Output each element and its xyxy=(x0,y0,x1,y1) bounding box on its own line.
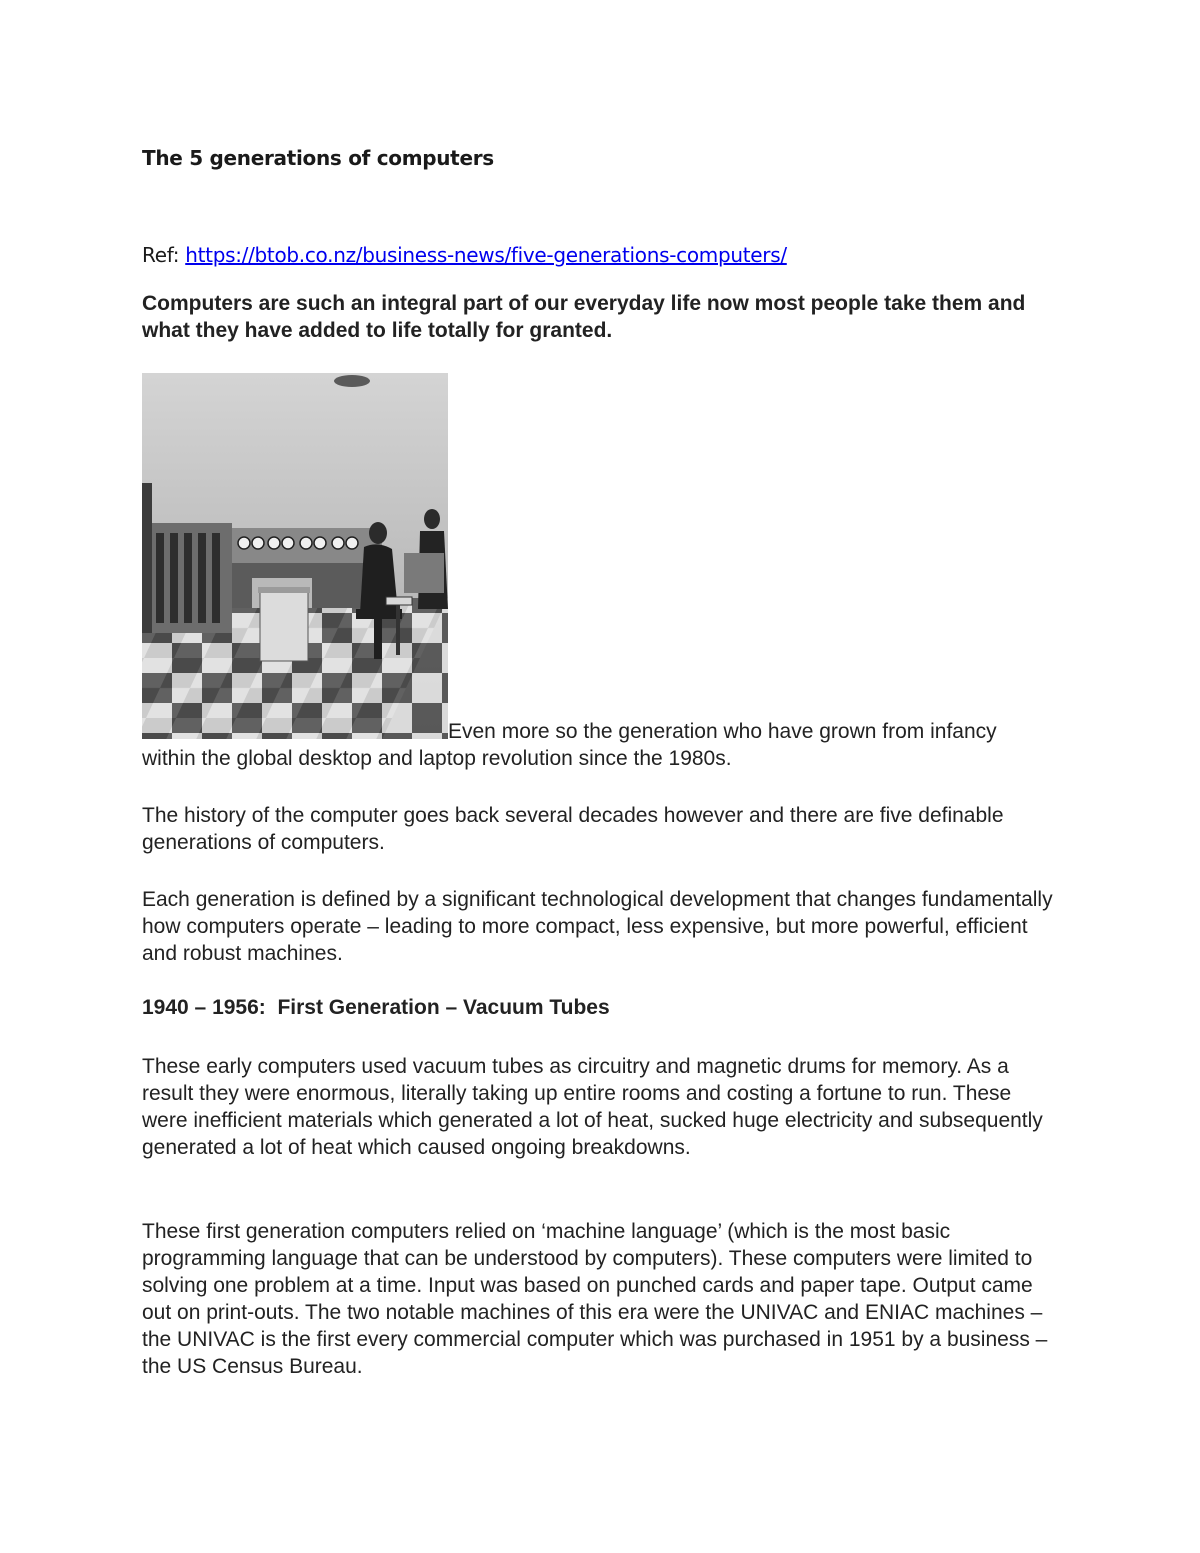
paragraph-history: The history of the computer goes back several decades however and there are five definable generations of computers. xyxy=(142,804,1004,854)
lead-paragraph: Computers are such an integral part of our everyday life now most people take them and what they have added to life totally for granted. xyxy=(142,292,1026,342)
paragraph-after-image: Even more so the generation who have grown from infancy within the global desktop and laptop revolution since the 1980s. xyxy=(142,720,997,770)
section-heading-first-generation: 1940 – 1956: First Generation – Vacuum Tubes xyxy=(142,996,610,1019)
paragraph-definition: Each generation is defined by a significant technological development that changes fundamentally how computers operate – leading to more compact, less expensive, but more powerful, efficient and robust machines. xyxy=(142,888,1053,965)
mainframe-computer-photo xyxy=(142,373,448,739)
paragraph-machine-language: These first generation computers relied on ‘machine language’ (which is the most basic programming language that can be understood by computers). These computers were limited to solving one problem at a time. Input was based on punched cards and paper tape. Output came out on print-outs. The two notable machines of this era were the UNIVAC and ENIAC machines – the UNIVAC is the first every commercial computer which was purchased in 1951 by a business – the US Census Bureau. xyxy=(142,1220,1048,1378)
paragraph-vacuum-tubes: These early computers used vacuum tubes as circuitry and magnetic drums for memory. As a result they were enormous, literally taking up entire rooms and costing a fortune to run. These were inefficient materials which generated a lot of heat, sucked huge electricity and subsequently generated a lot of heat which caused ongoing breakdowns. xyxy=(142,1055,1043,1159)
reference-line xyxy=(142,243,787,267)
document-title: The 5 generations of computers xyxy=(142,146,494,170)
reference-label: Ref: xyxy=(142,243,180,267)
reference-link[interactable]: https://btob.co.nz/business-news/five-generations-computers/ xyxy=(185,243,787,267)
